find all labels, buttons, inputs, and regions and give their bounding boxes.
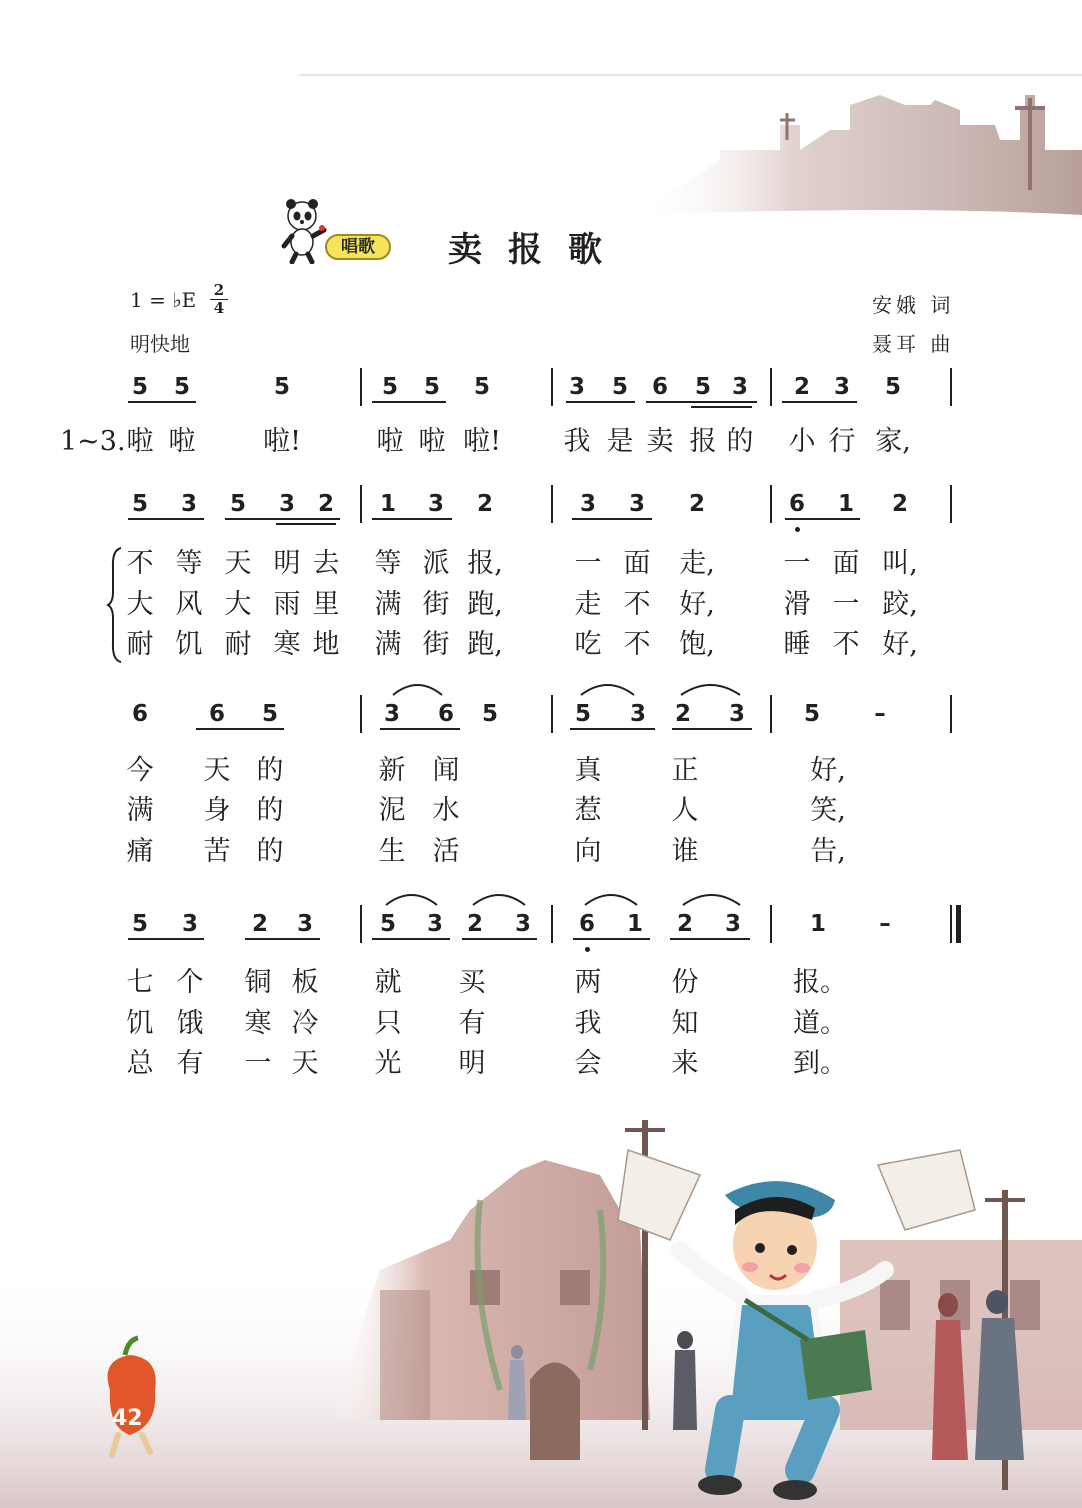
score-note: 5 (229, 491, 247, 517)
score-note: 3 (426, 911, 444, 937)
lyric-char: 啦! (263, 426, 301, 457)
lyric-char: 不 (623, 589, 651, 620)
lyric-char: 身 (203, 795, 231, 826)
score-note: 1 (837, 491, 855, 517)
lyric-char: 走, (679, 548, 715, 579)
lyric-char: 家, (875, 426, 911, 457)
barline (770, 485, 772, 523)
lyric-char: 小 (788, 426, 816, 457)
score-note: 1 (626, 911, 644, 937)
note-underline (462, 938, 537, 940)
lyric-char: 生 (378, 836, 406, 867)
score-note: 3 (724, 911, 742, 937)
score-note: 3 (278, 491, 296, 517)
lyric-char: 面 (832, 548, 860, 579)
score-note: 2 (476, 491, 494, 517)
page-number: 42 (112, 1406, 143, 1431)
lyric-char: 街 (422, 589, 450, 620)
score-note: 6 (131, 701, 149, 727)
lyric-char: 的 (256, 795, 284, 826)
lyric-char: 等 (175, 548, 203, 579)
barline (551, 695, 553, 733)
score-note: 3 (728, 701, 746, 727)
lyric-char: 痛 (126, 836, 154, 867)
score-note: 3 (514, 911, 532, 937)
lyric-char: 满 (374, 629, 402, 660)
lyric-char: 就 (374, 967, 402, 998)
score-note: 5 (131, 374, 149, 400)
score-note: 2 (793, 374, 811, 400)
lyric-char: 耐 (126, 629, 154, 660)
lyric-char: 去 (312, 548, 340, 579)
note-underline (225, 518, 340, 520)
lyric-char: 冷 (291, 1008, 319, 1039)
lyric-char: 行 (828, 426, 856, 457)
lyric-char: 买 (458, 967, 486, 998)
lyric-char: 耐 (224, 629, 252, 660)
score-note: 5 (379, 911, 397, 937)
verse-brace (106, 546, 126, 664)
lyric-char: 雨 (273, 589, 301, 620)
lyric-char: 报 (689, 426, 717, 457)
lyric-char: 饥 (126, 1008, 154, 1039)
lyric-char: 大 (224, 589, 252, 620)
lyric-char: 滑 (783, 589, 811, 620)
barline (770, 905, 772, 943)
score-note: 6 (437, 701, 455, 727)
lyric-char: 明 (458, 1048, 486, 1079)
lyric-char: 不 (623, 629, 651, 660)
note-underline (128, 518, 204, 520)
lyric-char: 有 (176, 1048, 204, 1079)
slur-mark (383, 887, 440, 907)
time-signature (208, 282, 230, 317)
lyric-char: 天 (224, 548, 252, 579)
barline (770, 368, 772, 406)
score-note: 5 (381, 374, 399, 400)
lyric-char: 道。 (793, 1008, 847, 1039)
note-underline (245, 938, 320, 940)
score-note: 6 (208, 701, 226, 727)
lyricist-credit: 安娥 词 (872, 293, 955, 317)
lyric-char: 报, (467, 548, 503, 579)
lyric-char: 水 (432, 795, 460, 826)
lyric-char: 谁 (671, 836, 699, 867)
lyric-char: 一 (832, 589, 860, 620)
score-note: 1 (809, 911, 827, 937)
time-signature-bottom: 4 (213, 299, 225, 317)
barline (770, 695, 772, 733)
lyric-char: 一 (574, 548, 602, 579)
lyric-char: 好, (882, 629, 918, 660)
score-note: 5 (173, 374, 191, 400)
lyric-char: 我 (574, 1008, 602, 1039)
lyric-char: 派 (422, 548, 450, 579)
score-note: 2 (688, 491, 706, 517)
note-underline (196, 728, 284, 730)
composer-credit: 聂耳 曲 (872, 332, 955, 356)
score-note: 5 (884, 374, 902, 400)
lyric-char: 饥 (175, 629, 203, 660)
score-note: 3 (180, 491, 198, 517)
note-double-underline (691, 406, 752, 408)
score-note: 5 (803, 701, 821, 727)
score-note: 5 (261, 701, 279, 727)
lyric-char: 报。 (793, 967, 847, 998)
score-note: 5 (131, 911, 149, 937)
lyric-char: 啦 (376, 426, 404, 457)
lyric-char: 今 (126, 755, 154, 786)
note-underline (782, 401, 857, 403)
lyric-char: 我 (563, 426, 591, 457)
score-note: 5 (473, 374, 491, 400)
score-note: 5 (131, 491, 149, 517)
score-note: 3 (181, 911, 199, 937)
lyric-char: 光 (374, 1048, 402, 1079)
lyric-char: 活 (432, 836, 460, 867)
score-note: 3 (628, 491, 646, 517)
note-underline (372, 938, 450, 940)
final-barline (956, 905, 961, 943)
lyric-char: 天 (203, 755, 231, 786)
score-note: 2 (317, 491, 335, 517)
lyric-char: 天 (291, 1048, 319, 1079)
score-note: 2 (674, 701, 692, 727)
lyric-char: 是 (606, 426, 634, 457)
sing-badge: 唱歌 (325, 234, 391, 260)
note-underline (380, 728, 460, 730)
lyric-char: 啦 (418, 426, 446, 457)
score-note: 3 (579, 491, 597, 517)
note-underline (672, 728, 752, 730)
barline (950, 368, 952, 406)
newsboy-street-illustration (0, 1090, 1082, 1508)
lyric-char: 啦! (463, 426, 501, 457)
low-octave-dot (795, 527, 800, 532)
barline (360, 485, 362, 523)
note-underline (570, 728, 655, 730)
lyric-char: 睡 (783, 629, 811, 660)
lyric-char: 面 (623, 548, 651, 579)
lyric-char: 个 (176, 967, 204, 998)
lyric-char: 总 (126, 1048, 154, 1079)
key-signature: 1 = ♭E (130, 288, 197, 312)
lyric-char: 不 (126, 548, 154, 579)
lyric-char: 正 (671, 755, 699, 786)
score-note: 5 (273, 374, 291, 400)
lyric-char: 啦 (168, 426, 196, 457)
slur-mark (390, 677, 445, 697)
lyric-char: 饱, (679, 629, 715, 660)
score-note: 6 (651, 374, 669, 400)
lyric-char: 明 (273, 548, 301, 579)
time-signature-top: 2 (213, 281, 225, 299)
score-note: 2 (251, 911, 269, 937)
lyric-char: 寒 (244, 1008, 272, 1039)
lyric-char: 两 (574, 967, 602, 998)
lyric-char: 跤, (882, 589, 918, 620)
lyric-char: 笑, (810, 795, 846, 826)
lyric-char: 来 (671, 1048, 699, 1079)
barline (551, 905, 553, 943)
lyric-char: 人 (671, 795, 699, 826)
lyric-char: 走 (574, 589, 602, 620)
slur-mark (680, 887, 743, 907)
lyric-char: 真 (574, 755, 602, 786)
lyric-char: 一 (244, 1048, 272, 1079)
lyric-char: 闻 (432, 755, 460, 786)
score-note: 6 (788, 491, 806, 517)
lyric-char: 苦 (203, 836, 231, 867)
barline (551, 368, 553, 406)
score-note: – (874, 701, 886, 727)
score-note: 5 (694, 374, 712, 400)
lyric-char: 地 (312, 629, 340, 660)
score-note: 3 (629, 701, 647, 727)
note-underline (646, 401, 757, 403)
barline (551, 485, 553, 523)
lyric-char: 告, (810, 836, 846, 867)
lyric-char: 向 (574, 836, 602, 867)
lyric-char: 一 (783, 548, 811, 579)
score-note: 1 (379, 491, 397, 517)
note-underline (670, 938, 750, 940)
lyric-char: 叫, (882, 548, 918, 579)
barline (360, 905, 362, 943)
lyric-char: 饿 (176, 1008, 204, 1039)
slur-mark (470, 887, 528, 907)
lyric-char: 寒 (273, 629, 301, 660)
barline (360, 368, 362, 406)
slur-mark (578, 677, 637, 697)
barline (950, 905, 952, 943)
lyric-char: 泥 (378, 795, 406, 826)
lyric-char: 好, (810, 755, 846, 786)
skyline-illustration (0, 0, 1082, 240)
lyric-char: 的 (256, 755, 284, 786)
score-note: 3 (383, 701, 401, 727)
score-note: 3 (296, 911, 314, 937)
note-underline (128, 938, 204, 940)
note-underline (785, 518, 860, 520)
lyric-char: 街 (422, 629, 450, 660)
note-underline (128, 401, 196, 403)
score-note: 3 (568, 374, 586, 400)
score-note: 3 (833, 374, 851, 400)
lyric-char: 跑, (467, 629, 503, 660)
lyric-char: 份 (671, 967, 699, 998)
lyric-char: 等 (374, 548, 402, 579)
lyric-char: 七 (126, 967, 154, 998)
lyric-char: 会 (574, 1048, 602, 1079)
score-note: 2 (891, 491, 909, 517)
score-note: 2 (466, 911, 484, 937)
tempo-marking: 明快地 (130, 332, 190, 356)
barline (360, 695, 362, 733)
note-underline (572, 518, 652, 520)
slur-mark (678, 677, 743, 697)
slur-mark (582, 887, 640, 907)
lyric-char: 铜 (244, 967, 272, 998)
lyric-char: 啦 (126, 426, 154, 457)
score-note: 5 (574, 701, 592, 727)
lyric-char: 只 (374, 1008, 402, 1039)
lyric-char: 风 (175, 589, 203, 620)
lyric-char: 里 (312, 589, 340, 620)
score-note: 6 (578, 911, 596, 937)
lyric-char: 的 (726, 426, 754, 457)
song-title: 卖报歌 (448, 230, 628, 270)
lyric-char: 的 (256, 836, 284, 867)
note-underline (372, 518, 452, 520)
score-note: 5 (423, 374, 441, 400)
score-note: 2 (676, 911, 694, 937)
score-note: 3 (731, 374, 749, 400)
lyric-char: 跑, (467, 589, 503, 620)
note-underline (372, 401, 446, 403)
barline (950, 485, 952, 523)
verse-label: 1~3. (60, 426, 126, 457)
score-note: – (879, 911, 891, 937)
lyric-char: 大 (126, 589, 154, 620)
score-note: 3 (427, 491, 445, 517)
note-underline (566, 401, 635, 403)
score-note: 5 (611, 374, 629, 400)
lyric-char: 不 (832, 629, 860, 660)
score-note: 5 (481, 701, 499, 727)
note-double-underline (276, 523, 336, 525)
lyric-char: 满 (126, 795, 154, 826)
lyric-char: 吃 (574, 629, 602, 660)
lyric-char: 惹 (574, 795, 602, 826)
lyric-char: 满 (374, 589, 402, 620)
lyric-char: 卖 (646, 426, 674, 457)
low-octave-dot (585, 947, 590, 952)
lyric-char: 好, (679, 589, 715, 620)
lyric-char: 知 (671, 1008, 699, 1039)
barline (950, 695, 952, 733)
note-underline (573, 938, 650, 940)
lyric-char: 到。 (793, 1048, 847, 1079)
lyric-char: 板 (291, 967, 319, 998)
lyric-char: 有 (458, 1008, 486, 1039)
lyric-char: 新 (378, 755, 406, 786)
